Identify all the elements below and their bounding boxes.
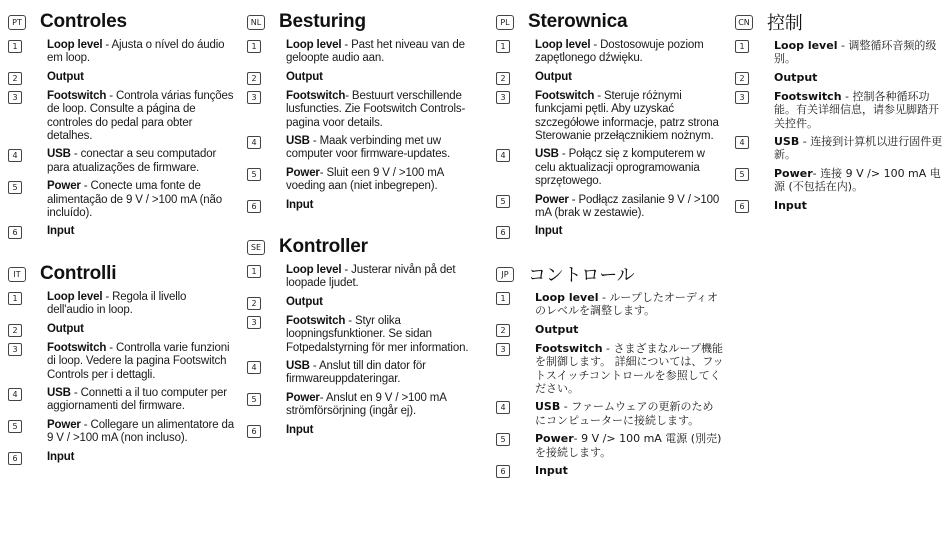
item-description: - Dostosowuje poziom zapętlonego dźwięku. (535, 39, 704, 65)
item-description: - Connetti a il tuo computer per aggiornamenti del firmware. (47, 387, 227, 413)
item-label: Power (47, 418, 81, 431)
item-description: - 调整循环音频的级别。 (774, 39, 937, 66)
section-title: Controlli (40, 263, 117, 284)
list-item (8, 451, 236, 465)
item-label: Loop level (47, 291, 103, 303)
section-title: コントロール (528, 265, 635, 286)
section-header (496, 262, 724, 286)
item-label: Loop level (535, 39, 591, 51)
item-label: Input (47, 450, 75, 463)
list-item (496, 342, 724, 396)
list-item (735, 199, 947, 213)
item-label: Footswitch (286, 314, 346, 327)
language-code-badge: PL (496, 15, 514, 30)
item-text (774, 167, 947, 194)
item-text (286, 264, 475, 291)
section-header (8, 10, 236, 34)
list-item (496, 90, 724, 144)
item-label: Input (286, 198, 314, 211)
item-text (286, 315, 475, 355)
item-label: Power (774, 166, 813, 180)
item-text (286, 424, 313, 437)
item-label: Output (535, 70, 572, 83)
item-text (47, 39, 236, 66)
list-item (247, 296, 475, 310)
item-number-badge: 3 (735, 91, 749, 104)
item-description: - Controla várias funções de loop. Consulte a página de controles do pedal para obter detalhes. (47, 89, 234, 143)
item-text (535, 194, 724, 221)
list-item (496, 291, 724, 318)
language-code-badge: JP (496, 267, 514, 282)
section-title: Sterownica (528, 11, 628, 32)
item-description: - Regola il livello dell'audio in loop. (47, 291, 187, 317)
item-number-badge: 2 (8, 324, 22, 337)
item-description: - Bestuurt verschillende lusfuncties. Zie Footswitch Controls-pagina voor details. (286, 89, 466, 129)
language-code-badge: CN (735, 15, 753, 30)
item-text (286, 39, 475, 66)
list-item (247, 167, 475, 194)
item-description: - Collegare un alimentatore da 9 V / >100 mA (non incluso). (47, 418, 235, 445)
list-item (8, 291, 236, 318)
item-label: Footswitch (535, 341, 603, 355)
item-label: Footswitch (47, 89, 107, 102)
item-number-badge: 6 (735, 200, 749, 213)
item-label: Power (286, 166, 320, 179)
item-text (535, 71, 572, 84)
item-label: Output (286, 70, 323, 83)
item-text (286, 90, 475, 130)
item-description: - 连接到计算机以进行固件更新。 (774, 135, 943, 162)
item-label: Output (47, 70, 84, 83)
item-number-badge: 2 (8, 72, 22, 85)
item-label: USB (47, 387, 71, 400)
item-number-badge: 5 (8, 181, 22, 194)
item-description: - Conecte uma fonte de alimentação de 9 V / >100 mA (não incluído). (47, 180, 223, 220)
list-item (8, 39, 236, 66)
item-number-badge: 1 (247, 265, 261, 278)
list-item (496, 400, 724, 427)
list-item (247, 264, 475, 291)
item-text (774, 71, 817, 84)
item-number-badge: 1 (735, 40, 749, 53)
item-label: Loop level (286, 39, 342, 51)
item-text (535, 323, 578, 336)
section-pl (496, 10, 724, 244)
section-title: Besturing (279, 11, 366, 32)
item-text (286, 199, 313, 212)
list-item (247, 135, 475, 162)
section-cn (735, 10, 947, 218)
list-item (496, 71, 724, 85)
list-item (735, 167, 947, 194)
item-label: Footswitch (774, 89, 842, 103)
item-text (47, 419, 236, 446)
language-code-badge: IT (8, 267, 26, 282)
list-item (247, 424, 475, 438)
item-label: Loop level (47, 39, 103, 51)
item-description: - 控制各种循环功能。有关详细信息，请参见脚踏开关控件。 (774, 89, 939, 130)
item-text (535, 464, 568, 477)
item-number-badge: 6 (496, 465, 510, 478)
item-text (535, 291, 724, 318)
item-label: Output (286, 295, 323, 308)
item-text (47, 342, 236, 382)
section-title: Kontroller (279, 236, 368, 257)
item-number-badge: 3 (496, 91, 510, 104)
item-label: Input (535, 464, 568, 478)
section-jp (496, 262, 724, 483)
item-description: - 连接 9 V /> 100 mA 电源 (不包括在内)。 (774, 166, 941, 194)
item-number-badge: 3 (247, 91, 261, 104)
list-item (735, 90, 947, 130)
section-header (735, 10, 947, 34)
item-text (47, 387, 236, 414)
item-number-badge: 5 (8, 420, 22, 433)
item-number-badge: 2 (247, 297, 261, 310)
item-text (47, 225, 74, 238)
item-number-badge: 1 (8, 40, 22, 53)
item-description: - Styr olika loopningsfunktioner. Se sidan Fotpedalstyrning för mer information. (286, 314, 469, 354)
item-label: Output (47, 322, 84, 335)
item-number-badge: 1 (496, 40, 510, 53)
item-description: - Anslut till din dator för firmwareuppdateringar. (286, 360, 426, 386)
item-description: - Anslut en 9 V / >100 mA strömförsörjning (ingår ej). (286, 391, 447, 418)
item-text (47, 291, 236, 318)
item-description: - Controlla varie funzioni di loop. Vedere la pagina Footswitch Controls per i dettagli. (47, 341, 230, 381)
item-description: - ループしたオーディオのレベルを調整します。 (535, 291, 719, 318)
item-text (774, 90, 947, 130)
list-item (496, 323, 724, 337)
control-list (247, 264, 475, 438)
item-label: Footswitch (47, 341, 107, 354)
item-text (286, 71, 323, 84)
list-item (247, 90, 475, 130)
section-header (247, 235, 475, 259)
item-number-badge: 6 (8, 452, 22, 465)
item-number-badge: 4 (735, 136, 749, 149)
list-item (8, 419, 236, 446)
item-label: Power (286, 391, 320, 404)
item-label: Power (535, 193, 569, 206)
section-it (8, 262, 236, 470)
item-text (47, 148, 236, 175)
item-label: USB (535, 148, 559, 161)
control-list (8, 39, 236, 239)
item-description: - さまざまなループ機能を制御します。 詳細については、フットスイッチコントロールを参照してください。 (535, 341, 724, 396)
item-text (535, 90, 724, 144)
item-text (535, 432, 724, 459)
item-label: Loop level (774, 39, 838, 52)
item-description: - conectar a seu computador para atualizações de firmware. (47, 148, 217, 174)
item-description: - Steruje różnymi funkcjami pętli. Aby uzyskać szczegółowe informacje, patrz strona Sterowanie przełącznikiem nożnym. (535, 89, 719, 143)
section-header (247, 10, 475, 34)
item-text (47, 451, 74, 464)
control-list (8, 291, 236, 465)
item-number-badge: 6 (8, 226, 22, 239)
list-item (247, 315, 475, 355)
item-number-badge: 3 (496, 343, 510, 356)
section-title: Controles (40, 11, 127, 32)
item-number-badge: 4 (247, 136, 261, 149)
item-number-badge: 5 (247, 393, 261, 406)
item-label: Input (286, 423, 314, 436)
list-item (8, 225, 236, 239)
item-text (47, 180, 236, 220)
item-number-badge: 6 (247, 425, 261, 438)
item-text (774, 39, 947, 66)
item-text (286, 135, 475, 162)
item-number-badge: 1 (8, 292, 22, 305)
item-label: Input (47, 225, 75, 238)
control-list (247, 39, 475, 213)
section-pt (8, 10, 236, 244)
item-description: - 9 V /> 100 mA 電源 (別売) を接続します。 (535, 432, 722, 459)
item-label: USB (535, 400, 561, 414)
item-label: Output (535, 322, 579, 336)
item-description: - ファームウェアの更新のためにコンピューターに接続します。 (535, 400, 714, 427)
list-item (496, 464, 724, 478)
item-text (535, 148, 724, 188)
list-item (247, 392, 475, 419)
item-description: - Maak verbinding met uw computer voor firmware-updates. (286, 135, 451, 161)
item-number-badge: 4 (496, 401, 510, 414)
list-item (735, 135, 947, 162)
item-number-badge: 4 (8, 149, 22, 162)
item-text (286, 296, 323, 309)
list-item (496, 225, 724, 239)
item-label: Power (47, 180, 81, 193)
list-item (496, 39, 724, 66)
section-se (247, 235, 475, 443)
item-text (535, 400, 724, 427)
item-description: - Sluit een 9 V / >100 mA voeding aan (niet inbegrepen). (286, 166, 444, 193)
item-number-badge: 1 (496, 292, 510, 305)
item-label: Footswitch (286, 89, 346, 102)
list-item (735, 39, 947, 66)
item-label: USB (286, 360, 310, 373)
item-label: USB (47, 148, 71, 161)
item-number-badge: 3 (247, 316, 261, 329)
list-item (247, 360, 475, 387)
item-description: - Ajusta o nível do áudio em loop. (47, 39, 225, 65)
item-text (774, 199, 807, 212)
item-description: - Justerar nivån på det loopade ljudet. (286, 264, 456, 290)
item-text (286, 167, 475, 194)
item-text (286, 392, 475, 419)
list-item (735, 71, 947, 85)
language-code-badge: SE (247, 240, 265, 255)
item-number-badge: 6 (496, 226, 510, 239)
item-description: - Połącz się z komputerem w celu aktualizacji oprogramowania sprzętowego. (535, 148, 705, 188)
list-item (496, 194, 724, 221)
list-item (496, 432, 724, 459)
item-label: USB (286, 135, 310, 148)
item-number-badge: 2 (496, 72, 510, 85)
list-item (8, 180, 236, 220)
list-item (8, 90, 236, 144)
item-number-badge: 4 (496, 149, 510, 162)
item-number-badge: 2 (496, 324, 510, 337)
item-description: - Podłącz zasilanie 9 V / >100 mA (brak w zestawie). (535, 193, 720, 220)
item-description: - Past het niveau van de geloopte audio aan. (286, 39, 465, 65)
item-number-badge: 5 (496, 433, 510, 446)
control-list (735, 39, 947, 213)
item-text (535, 225, 562, 238)
language-code-badge: PT (8, 15, 26, 30)
list-item (247, 199, 475, 213)
item-number-badge: 6 (247, 200, 261, 213)
list-item (496, 148, 724, 188)
section-header (8, 262, 236, 286)
language-code-badge: NL (247, 15, 265, 30)
list-item (8, 387, 236, 414)
item-number-badge: 3 (8, 91, 22, 104)
control-list (496, 291, 724, 478)
control-list (496, 39, 724, 239)
item-number-badge: 4 (247, 361, 261, 374)
item-text (47, 71, 84, 84)
section-title: 控制 (767, 13, 803, 34)
item-text (535, 342, 724, 396)
section-nl (247, 10, 475, 218)
item-text (535, 39, 724, 66)
item-label: Loop level (535, 291, 599, 304)
item-number-badge: 1 (247, 40, 261, 53)
item-label: Input (535, 225, 563, 238)
list-item (8, 323, 236, 337)
item-number-badge: 5 (247, 168, 261, 181)
item-label: USB (774, 135, 800, 149)
item-label: Footswitch (535, 89, 595, 102)
item-text (47, 90, 236, 144)
item-number-badge: 5 (496, 195, 510, 208)
item-text (286, 360, 475, 387)
item-number-badge: 5 (735, 168, 749, 181)
item-label: Loop level (286, 264, 342, 276)
item-text (47, 323, 84, 336)
list-item (8, 71, 236, 85)
item-number-badge: 4 (8, 388, 22, 401)
item-label: Output (774, 70, 818, 84)
list-item (8, 148, 236, 175)
list-item (247, 39, 475, 66)
item-number-badge: 2 (247, 72, 261, 85)
list-item (8, 342, 236, 382)
item-label: Input (774, 198, 807, 212)
section-header (496, 10, 724, 34)
item-label: Power (535, 432, 574, 446)
item-number-badge: 3 (8, 343, 22, 356)
item-number-badge: 2 (735, 72, 749, 85)
item-text (774, 135, 947, 162)
list-item (247, 71, 475, 85)
